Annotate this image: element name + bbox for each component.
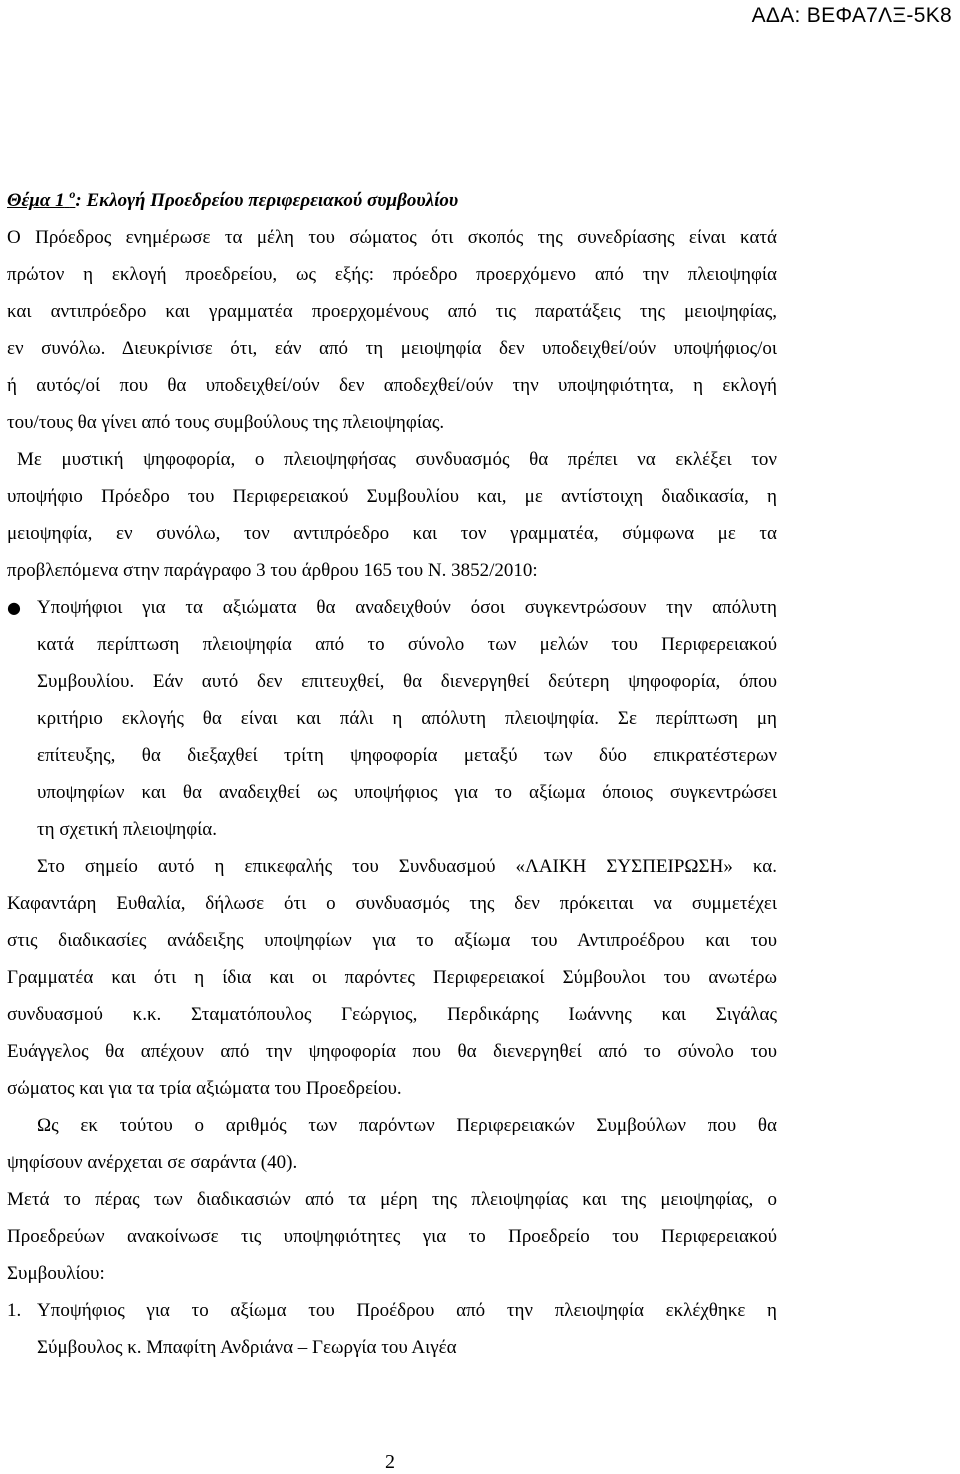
text-line: Ως εκ τούτου ο αριθμός των παρόντων Περιφερειακών Συμβούλων που θα xyxy=(37,1115,777,1136)
text-line: του/τους θα γίνει από τους συμβούλους της πλειοψηφίας. xyxy=(7,412,445,433)
numbered-item xyxy=(7,1292,777,1329)
text-line: πρώτον η εκλογή προεδρείου, ως εξής: πρόεδρο προερχόμενο από την πλειοψηφία xyxy=(7,264,777,285)
text-line: κατά περίπτωση πλειοψηφία από το σύνολο των μελών του Περιφερειακού xyxy=(37,634,777,655)
section-title xyxy=(7,182,777,219)
title-text: : Εκλογή Προεδρείου περιφερειακού συμβουλίου xyxy=(75,190,459,211)
text-line: ψηφίσουν ανέρχεται σε σαράντα (40). xyxy=(7,1152,298,1173)
bullet-icon: ● xyxy=(7,598,21,617)
text-line: Με μυστική ψηφοφορία, ο πλειοψηφήσας συνδυασμός θα πρέπει να εκλέξει τον xyxy=(17,449,777,470)
text-line: και αντιπρόεδρο και γραμματέα προερχομένους από τις παρατάξεις της μειοψηφίας, xyxy=(7,301,777,322)
text-line: στις διαδικασίες ανάδειξης υποψηφίων για το αξίωμα του Αντιπροέδρου και του xyxy=(7,930,777,951)
text-line: Σύμβουλος κ. Μπαφίτη Ανδριάνα – Γεωργία του Αιγέα xyxy=(37,1337,457,1358)
page-number: 2 xyxy=(385,1451,395,1473)
text-line: προβλεπόμενα στην παράγραφο 3 του άρθρου 165 του Ν. 3852/2010: xyxy=(7,560,538,581)
text-line: μειοψηφία, εν συνόλω, τον αντιπρόεδρο και τον γραμματέα, σύμφωνα με τα xyxy=(7,523,777,544)
text-line: τη σχετική πλειοψηφία. xyxy=(37,819,217,840)
ada-code: ΑΔΑ: ΒΕΦΑ7ΛΞ-5Κ8 xyxy=(751,4,952,27)
text-line: Μετά το πέρας των διαδικασιών από τα μέρη της πλειοψηφίας και της μειοψηφίας, ο xyxy=(7,1189,777,1210)
title-label: Θέμα 1 xyxy=(7,190,65,211)
text-line: κριτήριο εκλογής θα είναι και πάλι η απόλυτη πλειοψηφία. Σε περίπτωση μη xyxy=(37,708,777,729)
bullet-item xyxy=(7,589,777,626)
text-line: Υποψήφιοι για τα αξιώματα θα αναδειχθούν όσοι συγκεντρώσουν την απόλυτη xyxy=(37,597,777,618)
text-line: Υποψήφιος για το αξίωμα του Προέδρου από την πλειοψηφία εκλέχθηκε η xyxy=(37,1300,777,1321)
text-line: σώματος και για τα τρία αξιώματα του Προεδρείου. xyxy=(7,1078,402,1099)
title-superscript: ο xyxy=(69,186,76,201)
text-line: Γραμματέα και ότι η ίδια και οι παρόντες Περιφερειακοί Σύμβουλοι του ανωτέρω xyxy=(7,967,777,988)
text-line: Συμβουλίου: xyxy=(7,1263,105,1284)
text-line: υποψήφιο Πρόεδρο του Περιφερειακού Συμβουλίου και, με αντίστοιχη διαδικασία, η xyxy=(7,486,777,507)
text-line: Ευάγγελος θα απέχουν από την ψηφοφορία που θα διενεργηθεί από το σύνολο του xyxy=(7,1041,777,1062)
list-number: 1. xyxy=(7,1300,22,1321)
text-line: Στο σημείο αυτό η επικεφαλής του Συνδυασμού «ΛΑΙΚΗ ΣΥΣΠΕΙΡΩΣΗ» κα. xyxy=(37,856,777,877)
text-line: συνδυασμού κ.κ. Σταματόπουλος Γεώργιος, Περδικάρης Ιωάννης και Σιγάλας xyxy=(7,1004,777,1025)
text-line: υποψηφίων και θα αναδειχθεί ως υποψήφιος για το αξίωμα όποιος συγκεντρώσει xyxy=(37,782,777,803)
text-line: Προεδρεύων ανακοίνωσε τις υποψηφιότητες για το Προεδρείο του Περιφερειακού xyxy=(7,1226,777,1247)
text-line: Καφαντάρη Ευθαλία, δήλωσε ότι ο συνδυασμός της δεν πρόκειται να συμμετέχει xyxy=(7,893,777,914)
text-line: εν συνόλω. Διευκρίνισε ότι, εάν από τη μειοψηφία δεν υποδειχθεί/ούν υποψήφιος/οι xyxy=(7,338,777,359)
text-line: επίτευξης, θα διεξαχθεί τρίτη ψηφοφορία μεταξύ των δύο επικρατέστερων xyxy=(37,745,777,766)
text-line: ή αυτός/οί που θα υποδειχθεί/ούν δεν αποδεχθεί/ούν την υποψηφιότητα, η εκλογή xyxy=(7,375,777,396)
document-body xyxy=(7,182,777,1366)
text-line: Ο Πρόεδρος ενημέρωσε τα μέλη του σώματος ότι σκοπός της συνεδρίασης είναι κατά xyxy=(7,227,777,248)
text-line: Συμβουλίου. Εάν αυτό δεν επιτευχθεί, θα διενεργηθεί δεύτερη ψηφοφορία, όπου xyxy=(37,671,777,692)
